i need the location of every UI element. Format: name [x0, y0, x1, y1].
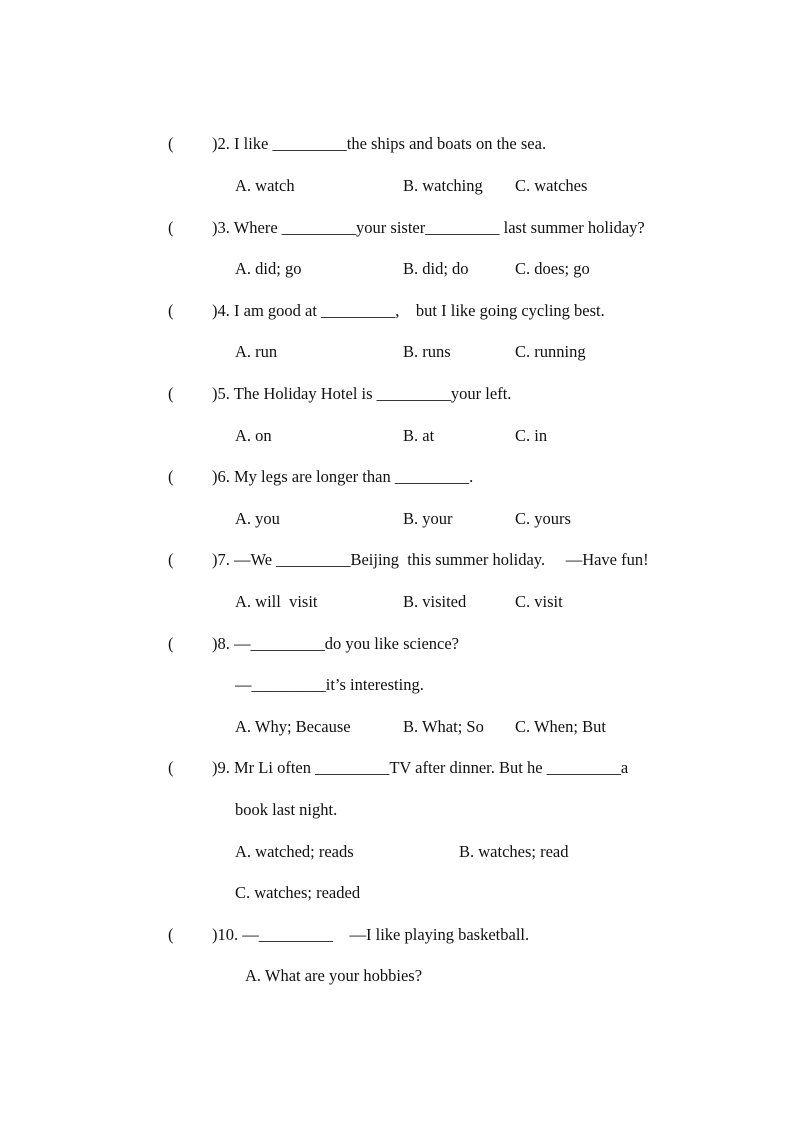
option-c: C. does; go	[515, 259, 590, 278]
option-b: B. runs	[403, 342, 451, 361]
option-a: A. you	[235, 509, 280, 528]
option-b: B. your	[403, 509, 453, 528]
question-text: )8. —_________do you like science?	[212, 634, 459, 653]
option-b: B. at	[403, 426, 435, 445]
option-a: A. run	[235, 342, 278, 361]
option-a: A. did; go	[235, 259, 302, 278]
question-text: )2. I like _________the ships and boats on the sea.	[212, 134, 547, 153]
option-a: A. watched; reads	[235, 842, 354, 861]
option-b: B. visited	[403, 592, 467, 611]
question-text: )6. My legs are longer than _________.	[212, 467, 474, 486]
option-c: C. When; But	[515, 717, 606, 736]
option-b: B. did; do	[403, 259, 469, 278]
answer-paren[interactable]: (	[168, 758, 174, 777]
option-b: B. watches; read	[459, 842, 569, 861]
answer-paren[interactable]: (	[168, 384, 174, 403]
option-a: A. watch	[235, 176, 295, 195]
question-text: )7. —We _________Beijing this summer holiday. —Have fun!	[212, 550, 649, 569]
answer-paren[interactable]: (	[168, 301, 174, 320]
option-a: A. Why; Because	[235, 717, 351, 736]
question-text: )4. I am good at _________, but I like going cycling best.	[212, 301, 605, 320]
question-text: )9. Mr Li often _________TV after dinner. But he _________a	[212, 758, 629, 777]
option-c: C. running	[515, 342, 586, 361]
option-a: A. What are your hobbies?	[245, 966, 423, 985]
option-c: C. watches	[515, 176, 588, 195]
answer-paren[interactable]: (	[168, 925, 174, 944]
option-c: C. visit	[515, 592, 563, 611]
question-text: )10. —_________ —I like playing basketball.	[212, 925, 530, 944]
option-b: B. What; So	[403, 717, 484, 736]
question-continuation: book last night.	[235, 800, 338, 819]
answer-paren[interactable]: (	[168, 634, 174, 653]
answer-paren[interactable]: (	[168, 218, 174, 237]
question-text: )5. The Holiday Hotel is _________your left.	[212, 384, 512, 403]
option-b: B. watching	[403, 176, 483, 195]
answer-paren[interactable]: (	[168, 467, 174, 486]
option-a: A. will visit	[235, 592, 318, 611]
answer-paren[interactable]: (	[168, 550, 174, 569]
option-a: A. on	[235, 426, 272, 445]
option-c: C. yours	[515, 509, 571, 528]
question-continuation: —_________it’s interesting.	[235, 675, 424, 694]
answer-paren[interactable]: (	[168, 134, 174, 153]
option-c: C. in	[515, 426, 548, 445]
option-c: C. watches; readed	[235, 883, 361, 902]
question-text: )3. Where _________your sister_________ last summer holiday?	[212, 218, 645, 237]
